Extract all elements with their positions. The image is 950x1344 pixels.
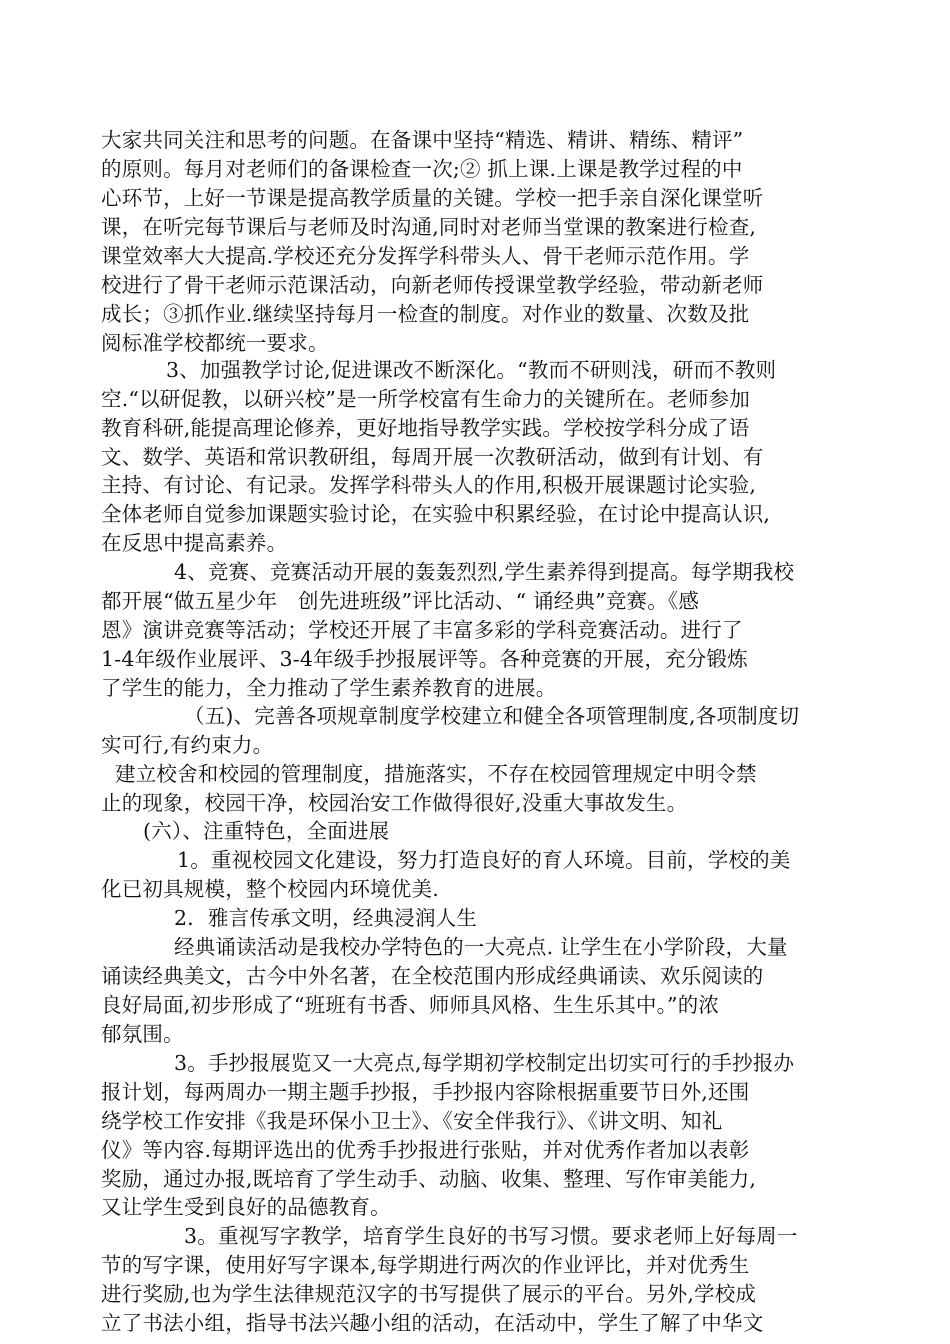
text-line: 郁氛围。 bbox=[101, 1022, 184, 1046]
text-line: 空.“以研促教，以研兴校”是一所学校富有生命力的关键所在。老师参加 bbox=[101, 387, 751, 411]
text-line: 实可行,有约束力。 bbox=[101, 733, 274, 757]
text-line: 全体老师自觉参加课题实验讨论，在实验中积累经验，在讨论中提高认识, bbox=[101, 502, 771, 526]
text-line: 恩》演讲竞赛等活动；学校还开展了丰富多彩的学科竞赛活动。进行了 bbox=[101, 618, 743, 642]
text-line: 又让学生受到良好的品德教育。 bbox=[101, 1195, 391, 1219]
text-line: 主持、有讨论、有记录。发挥学科带头人的作用,积极开展课题讨论实验, bbox=[101, 473, 757, 497]
text-line: 4、竞赛、竞赛活动开展的轰轰烈烈,学生素养得到提高。每学期我校 bbox=[174, 560, 795, 584]
text-line: 课堂效率大大提高.学校还充分发挥学科带头人、骨干老师示范作用。学 bbox=[101, 244, 750, 268]
text-line: 节的写字课，使用好写字课本,每学期进行两次的作业评比，并对优秀生 bbox=[101, 1253, 750, 1277]
text-line: 1-4年级作业展评、3-4年级手抄报展评等。各种竞赛的开展，充分锻炼 bbox=[101, 647, 748, 671]
text-line: 阅标准学校都统一要求。 bbox=[101, 331, 329, 355]
text-line: 1。重视校园文化建设，努力打造良好的育人环境。目前，学校的美 bbox=[177, 848, 791, 872]
text-line: 在反思中提高素养。 bbox=[101, 531, 288, 555]
text-line: 了学生的能力，全力推动了学生素养教育的进展。 bbox=[101, 676, 557, 700]
text-line: 3。重视写字教学，培育学生良好的书写习惯。要求老师上好每周一 bbox=[184, 1224, 798, 1248]
text-line: 3、加强教学讨论,促进课改不断深化。“教而不研则浅，研而不教则 bbox=[166, 358, 777, 382]
text-line: 大家共同关注和思考的问题。在备课中坚持“精选、精讲、精练、精评” bbox=[101, 128, 744, 152]
text-line: 仪》等内容.每期评选出的优秀手抄报进行张贴，并对优秀作者加以表彰 bbox=[101, 1138, 750, 1162]
text-line: 止的现象，校园干净，校园治安工作做得很好,没重大事故发生。 bbox=[101, 791, 688, 815]
text-line: 成长；③抓作业.继续坚持每月一检查的制度。对作业的数量、次数及批 bbox=[101, 302, 750, 326]
text-line: 建立校舍和校园的管理制度，措施落实，不存在校园管理规定中明令禁 bbox=[115, 762, 757, 786]
text-line: 报计划，每两周办一期主题手抄报，手抄报内容除根据重要节日外,还围 bbox=[101, 1080, 750, 1104]
text-line: 课，在听完每节课后与老师及时沟通,同时对老师当堂课的教案进行检查, bbox=[101, 215, 757, 239]
text-line: 化已初具规模，整个校园内环境优美. bbox=[101, 877, 439, 901]
text-line: 良好局面,初步形成了“班班有书香、师师具风格、生生乐其中。”的浓 bbox=[101, 993, 720, 1017]
text-line: 都开展“做五星少年 创先进班级”评比活动、“ 诵经典”竞赛。《感 bbox=[101, 589, 700, 613]
text-line: 诵读经典美文，古今中外名著，在全校范围内形成经典诵读、欢乐阅读的 bbox=[101, 964, 764, 988]
text-line: 教育科研,能提高理论修养，更好地指导教学实践。学校按学科分成了语 bbox=[101, 416, 750, 440]
text-line: 立了书法小组，指导书法兴趣小组的活动，在活动中，学生了解了中华文 bbox=[101, 1311, 764, 1335]
text-line: 3。手抄报展览又一大亮点,每学期初学校制定出切实可行的手抄报办 bbox=[174, 1051, 795, 1075]
text-line: 文、数学、英语和常识教研组，每周开展一次教研活动，做到有计划、有 bbox=[101, 445, 764, 469]
text-line: （五)、完善各项规章制度学校建立和健全各项管理制度,各项制度切 bbox=[184, 704, 800, 728]
text-line: 经典诵读活动是我校办学特色的一大亮点. 让学生在小学阶段，大量 bbox=[174, 935, 788, 959]
text-line: 的原则。每月对老师们的备课检查一次;② 抓上课.上课是教学过程的中 bbox=[101, 157, 743, 181]
text-line: 校进行了骨干老师示范课活动，向新老师传授课堂教学经验，带动新老师 bbox=[101, 273, 764, 297]
text-line: 奖励，通过办报,既培育了学生动手、动脑、收集、整理、写作审美能力, bbox=[101, 1167, 757, 1191]
text-line: 进行奖励,也为学生法律规范汉字的书写提供了展示的平台。另外,学校成 bbox=[101, 1282, 757, 1306]
text-line: (六）、注重特色，全面进展 bbox=[143, 819, 390, 843]
text-line: 2．雅言传承文明，经典浸润人生 bbox=[174, 906, 478, 930]
text-line: 心环节，上好一节课是提高教学质量的关键。学校一把手亲自深化课堂听 bbox=[101, 186, 764, 210]
text-line: 绕学校工作安排《我是环保小卫士》、《安全伴我行》、《讲文明、知礼 bbox=[101, 1109, 723, 1133]
